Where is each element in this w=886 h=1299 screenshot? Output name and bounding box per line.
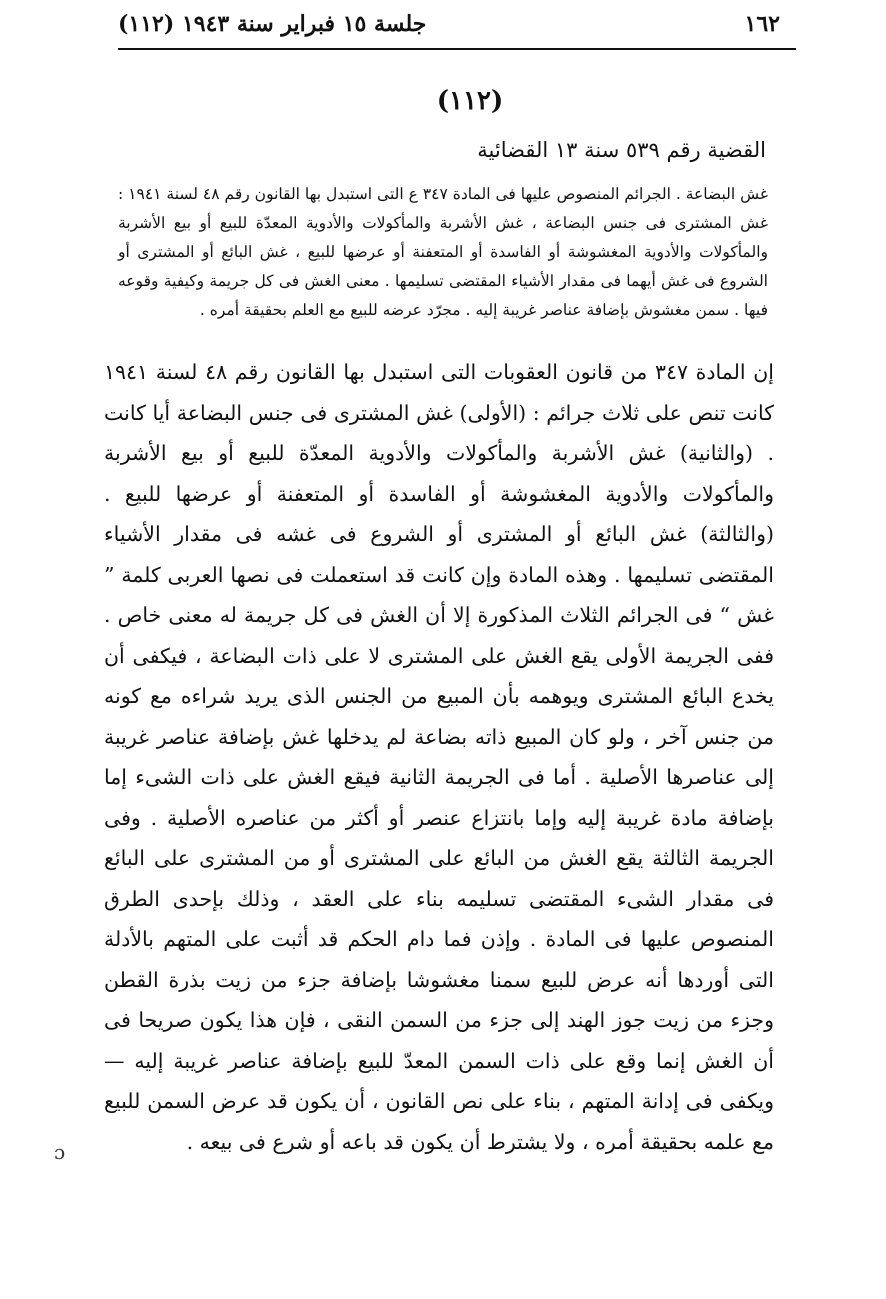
margin-pencil-mark: ɔ — [54, 1140, 66, 1164]
page-header — [118, 6, 780, 42]
ruling-body: إن المادة ٣٤٧ من قانون العقوبات التى استبدل بها القانون رقم ٤٨ لسنة ١٩٤١ كانت تنص على ثلاث جرائم : (الأولى) غش المشترى فى جنس البضاعة أيا كانت . (والثانية) غش الأشربة والمأكولات والأدوية المعدّة للبيع أو بيع الأشربة والمأكولات والأدوية المغشوشة أو الفاسدة أو المتعفنة أو عرضها للبيع . (والثالثة) غش البائع أو المشترى أو الشروع فى غشه فى مقدار الأشياء المقتضى تسليمها . وهذه المادة وإن كانت قد استعملت فى نصها العربى كلمة ” غش “ فى الجرائم الثلاث المذكورة إلا أن الغش فى كل جريمة له معنى خاص . ففى الجريمة الأولى يقع الغش على المشترى لا على ذات البضاعة ، فيكفى أن يخدع البائع المشترى ويوهمه بأن المبيع من الجنس الذى يريد شراءه مع كونه من جنس آخر ، ولو كان المبيع ذاته بضاعة لم يدخلها غش بإضافة عناصر غريبة إلى عناصرها الأصلية . أما فى الجريمة الثانية فيقع الغش على ذات الشىء إما بإضافة مادة غريبة إليه وإما بانتزاع عنصر أو أكثر من عناصره الأصلية . وفى الجريمة الثالثة يقع الغش من البائع على المشترى أو من المشترى على البائع فى مقدار الشىء المقتضى تسليمه بناء على العقد ، وذلك بإحدى الطرق المنصوص عليها فى المادة . وإذن فما دام الحكم قد أثبت على المتهم بالأدلة التى أوردها أنه عرض للبيع سمنا مغشوشا بإضافة جزء من زيت بذرة القطن وجزء من زيت جوز الهند إلى جزء من السمن النقى ، فإن هذا يكون صريحا فى أن الغش إنما وقع على ذات السمن المعدّ للبيع بإضافة عناصر غريبة إليه — ويكفى فى إدانة المتهم ، بناء على نص القانون ، أن يكون قد عرض السمن للبيع مع علمه بحقيقة أمره ، ولا يشترط أن يكون قد باعه أو شرع فى بيعه . — [104, 360, 774, 1154]
case-title: القضية رقم ٥٣٩ سنة ١٣ القضائية — [477, 138, 766, 162]
case-number: (١١٢) — [436, 86, 504, 116]
headnote: غش البضاعة . الجرائم المنصوص عليها فى المادة ٣٤٧ ع التى استبدل بها القانون رقم ٤٨ لسنة ١٩٤١ : غش المشترى فى جنس البضاعة ، غش الأشربة والمأكولات والأدوية المعدّة للبيع أو بيع الأشربة والمأكولات والأدوية المغشوشة أو الفاسدة أو المتعفنة أو عرضها للبيع ، غش البائع أو المشترى أو الشروع فى غش أيهما فى مقدار الأشياء المقتضى تسليمها . معنى الغش فى كل جريمة وكيفية وقوعه فيها . سمن مغشوش بإضافة عناصر غريبة إليه . مجرّد عرضه للبيع مع العلم بحقيقة أمره . — [118, 185, 768, 319]
header-rule — [118, 48, 796, 50]
page-number: ١٦٢ — [744, 11, 780, 37]
running-title: جلسة ١٥ فبراير سنة ١٩٤٣ (١١٢) — [118, 11, 427, 37]
